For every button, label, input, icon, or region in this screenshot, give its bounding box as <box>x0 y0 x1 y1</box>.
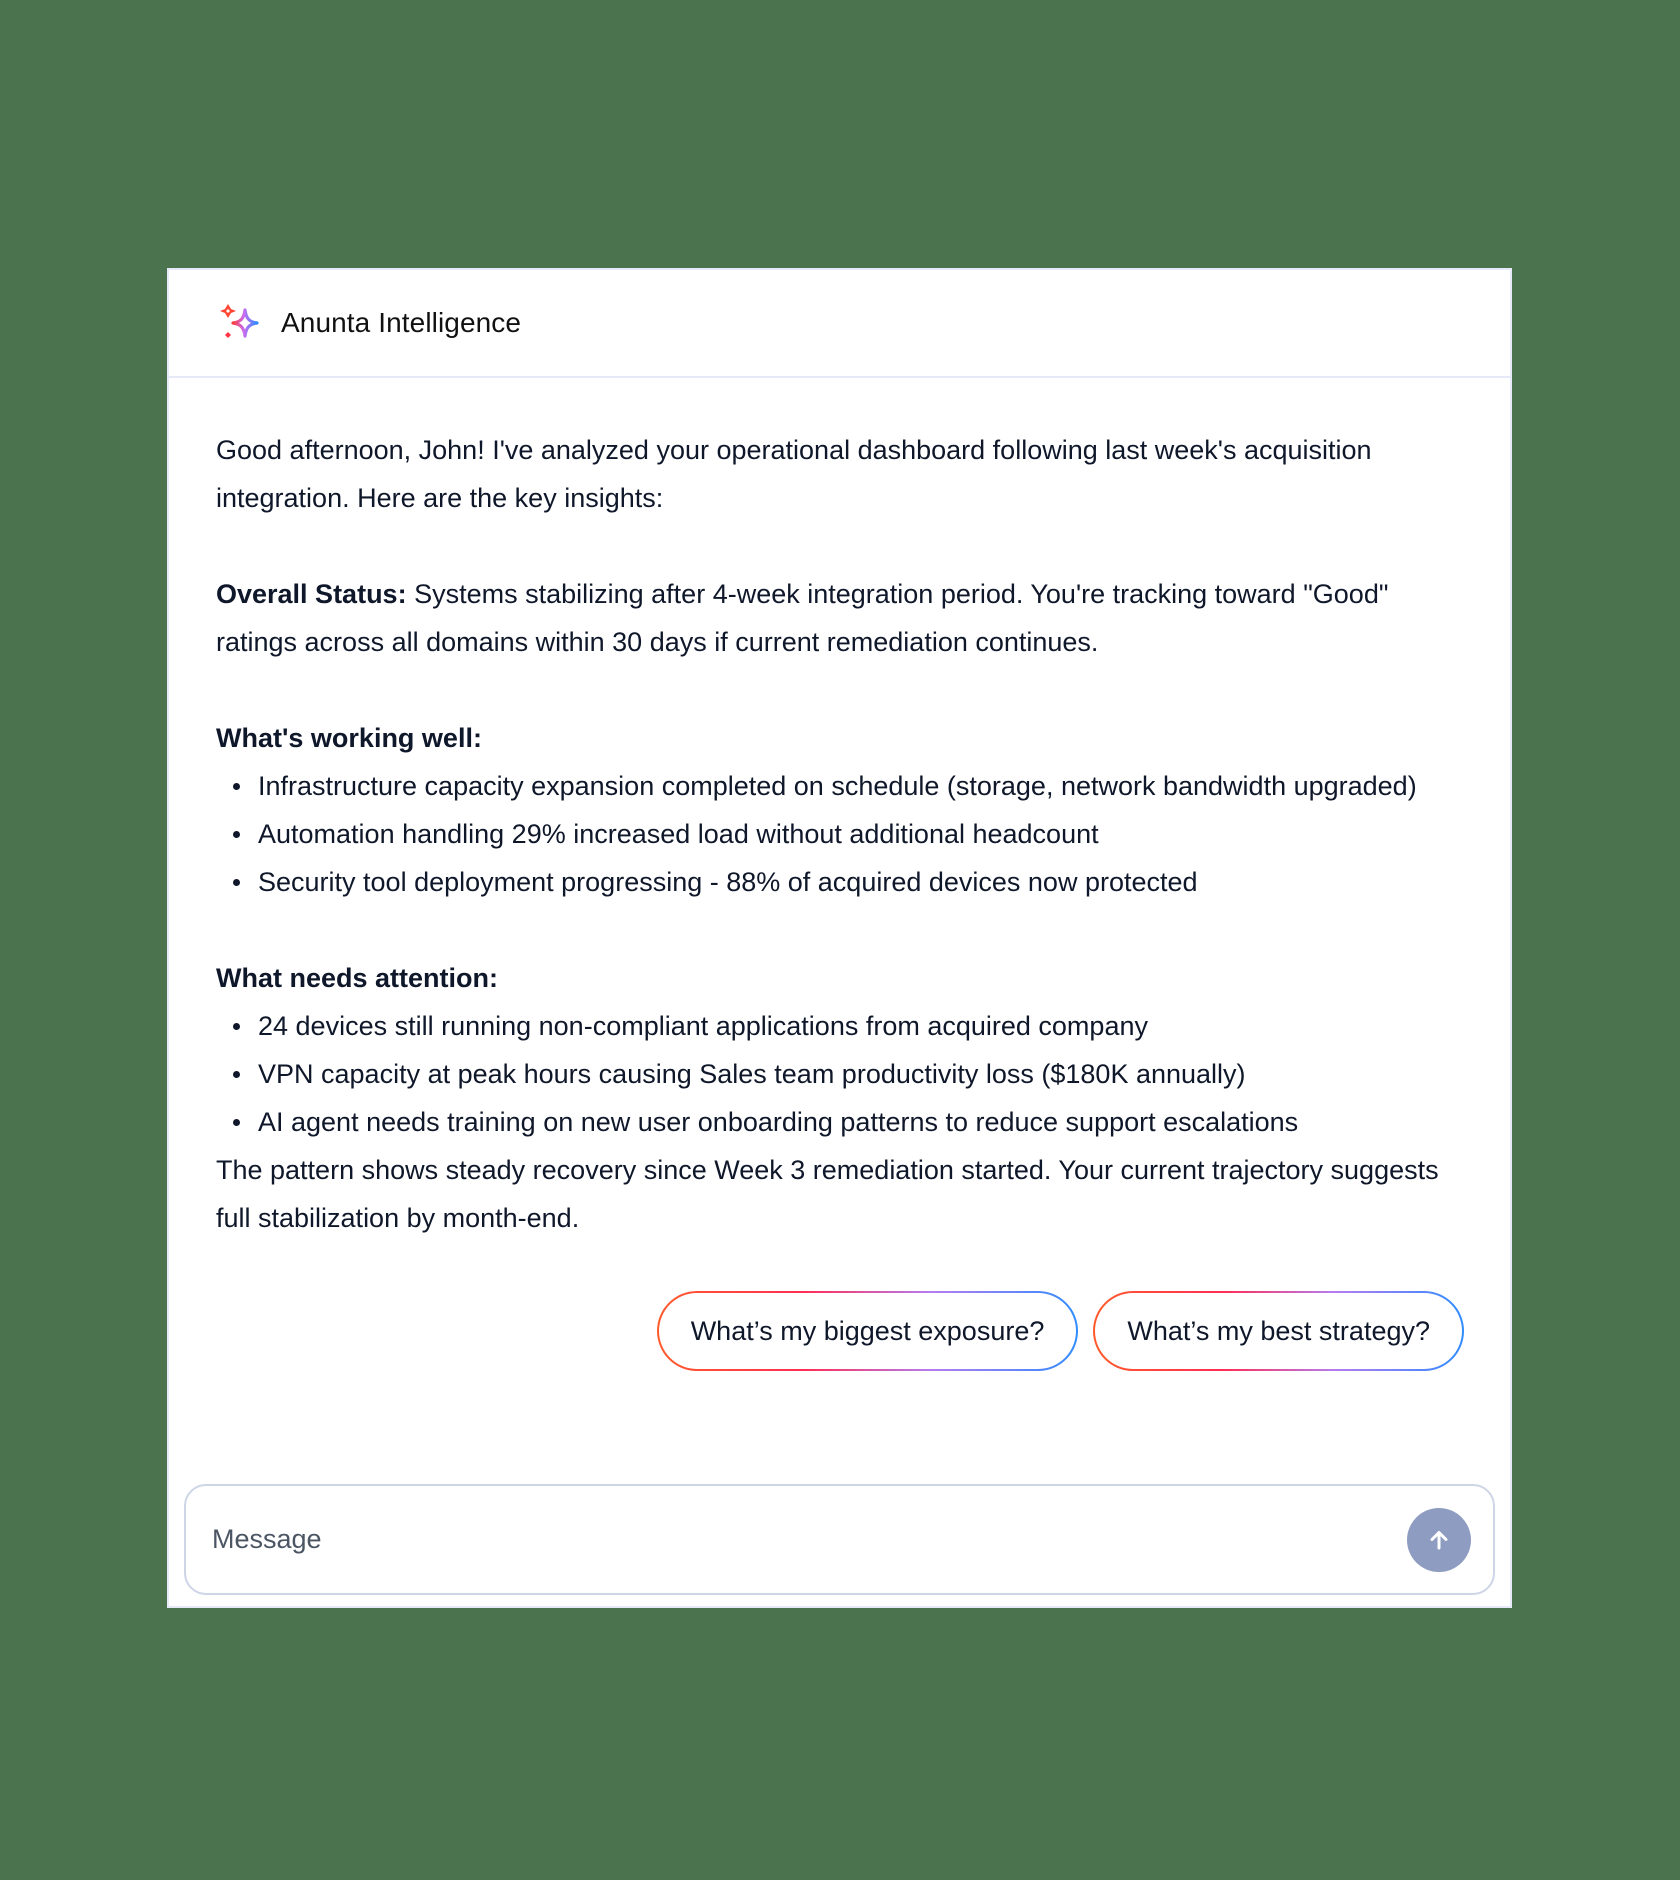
list-item: Automation handling 29% increased load without additional headcount <box>216 810 1464 858</box>
assistant-message <box>169 378 1510 1242</box>
suggestion-chips <box>169 1291 1510 1371</box>
message-input[interactable] <box>210 1523 1407 1556</box>
list-item: Infrastructure capacity expansion completed on schedule (storage, network bandwidth upgraded) <box>216 762 1464 810</box>
suggestion-biggest-exposure[interactable]: What’s my biggest exposure? <box>657 1291 1079 1371</box>
list-item: 24 devices still running non-compliant applications from acquired company <box>216 1002 1464 1050</box>
overall-status-text: Systems stabilizing after 4-week integration period. You're tracking toward "Good" ratings across all domains within 30 days if current remediation continues. <box>216 579 1389 657</box>
chat-header <box>169 270 1510 378</box>
message-composer <box>184 1484 1495 1595</box>
list-item: AI agent needs training on new user onboarding patterns to reduce support escalations <box>216 1098 1464 1146</box>
needs-attention-heading: What needs attention: <box>216 963 498 993</box>
greeting-text: Good afternoon, John! I've analyzed your operational dashboard following last week's acquisition integration. Here are the key insights: <box>216 435 1372 513</box>
list-item: Security tool deployment progressing - 88% of acquired devices now protected <box>216 858 1464 906</box>
working-well-heading: What's working well: <box>216 723 482 753</box>
list-item: VPN capacity at peak hours causing Sales team productivity loss ($180K annually) <box>216 1050 1464 1098</box>
sparkles-icon <box>219 301 263 345</box>
app-title: Anunta Intelligence <box>281 307 522 338</box>
overall-status-label: Overall Status: <box>216 579 407 609</box>
closing-text: The pattern shows steady recovery since Week 3 remediation started. Your current trajectory suggests full stabilization by month-end. <box>216 1155 1439 1233</box>
suggestion-best-strategy[interactable]: What’s my best strategy? <box>1093 1291 1464 1371</box>
working-well-list <box>216 762 1464 906</box>
send-button[interactable] <box>1407 1508 1471 1572</box>
chat-panel <box>167 268 1512 1608</box>
arrow-up-icon <box>1427 1528 1451 1552</box>
overall-status <box>216 570 1464 666</box>
needs-attention-list <box>216 1002 1464 1146</box>
